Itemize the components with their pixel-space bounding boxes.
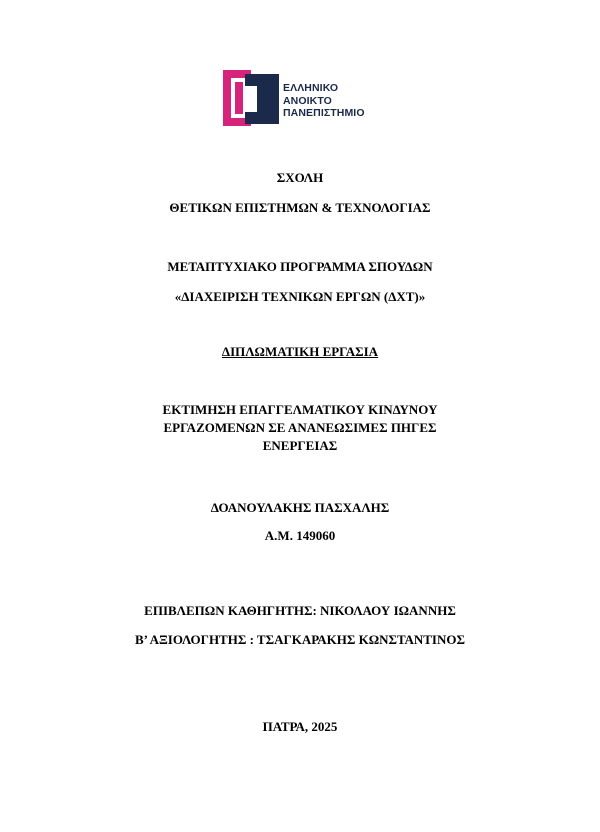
- author-registration-number: Α.Μ. 149060: [264, 528, 336, 543]
- university-logo-wordmark: [283, 82, 365, 120]
- thesis-title-line-1: ΕΚΤΙΜΗΣΗ ΕΠΑΓΓΕΛΜΑΤΙΚΟΥ ΚΙΝΔΥΝΟΥ: [162, 402, 438, 417]
- author-name: ΔΟΑΝΟΥΛΑΚΗΣ ΠΑΣΧΑΛΗΣ: [210, 500, 390, 515]
- program-name: «ΔΙΑΧΕΙΡΙΣΗ ΤΕΧΝΙΚΩΝ ΕΡΓΩΝ (ΔΧΤ)»: [174, 289, 426, 304]
- thesis-title-line-3: ΕΝΕΡΓΕΙΑΣ: [262, 438, 338, 453]
- university-logo-mark-icon: [221, 68, 281, 128]
- document-type: ΔΙΠΛΩΜΑΤΙΚΗ ΕΡΓΑΣΙΑ: [221, 344, 379, 359]
- school-name: ΘΕΤΙΚΩΝ ΕΠΙΣΤΗΜΩΝ & ΤΕΧΝΟΛΟΓΙΑΣ: [169, 200, 431, 215]
- school-label: ΣΧΟΛΗ: [276, 170, 324, 185]
- logo-line-1: ΕΛΛΗΝΙΚΟ: [283, 82, 339, 94]
- logo-line-2: ΑΝΟΙΚΤΟ: [283, 94, 332, 107]
- university-logo: [221, 68, 391, 128]
- supervisor: ΕΠΙΒΛΕΠΩΝ ΚΑΘΗΓΗΤΗΣ: ΝΙΚΟΛΑΟΥ ΙΩΑΝΝΗΣ: [144, 603, 456, 618]
- program-label: ΜΕΤΑΠΤΥΧΙΑΚΟ ΠΡΟΓΡΑΜΜΑ ΣΠΟΥΔΩΝ: [167, 259, 433, 274]
- logo-line-3: ΠΑΝΕΠΙΣΤΗΜΙΟ: [283, 107, 365, 119]
- place-date: ΠΑΤΡΑ, 2025: [262, 719, 338, 734]
- second-examiner: Β’ ΑΞΙΟΛΟΓΗΤΗΣ : ΤΣΑΓΚΑΡΑΚΗΣ ΚΩΝΣΤΑΝΤΙΝΟΣ: [135, 632, 465, 647]
- thesis-title-line-2: ΕΡΓΑΖΟΜΕΝΩΝ ΣΕ ΑΝΑΝΕΩΣΙΜΕΣ ΠΗΓΕΣ: [163, 420, 437, 435]
